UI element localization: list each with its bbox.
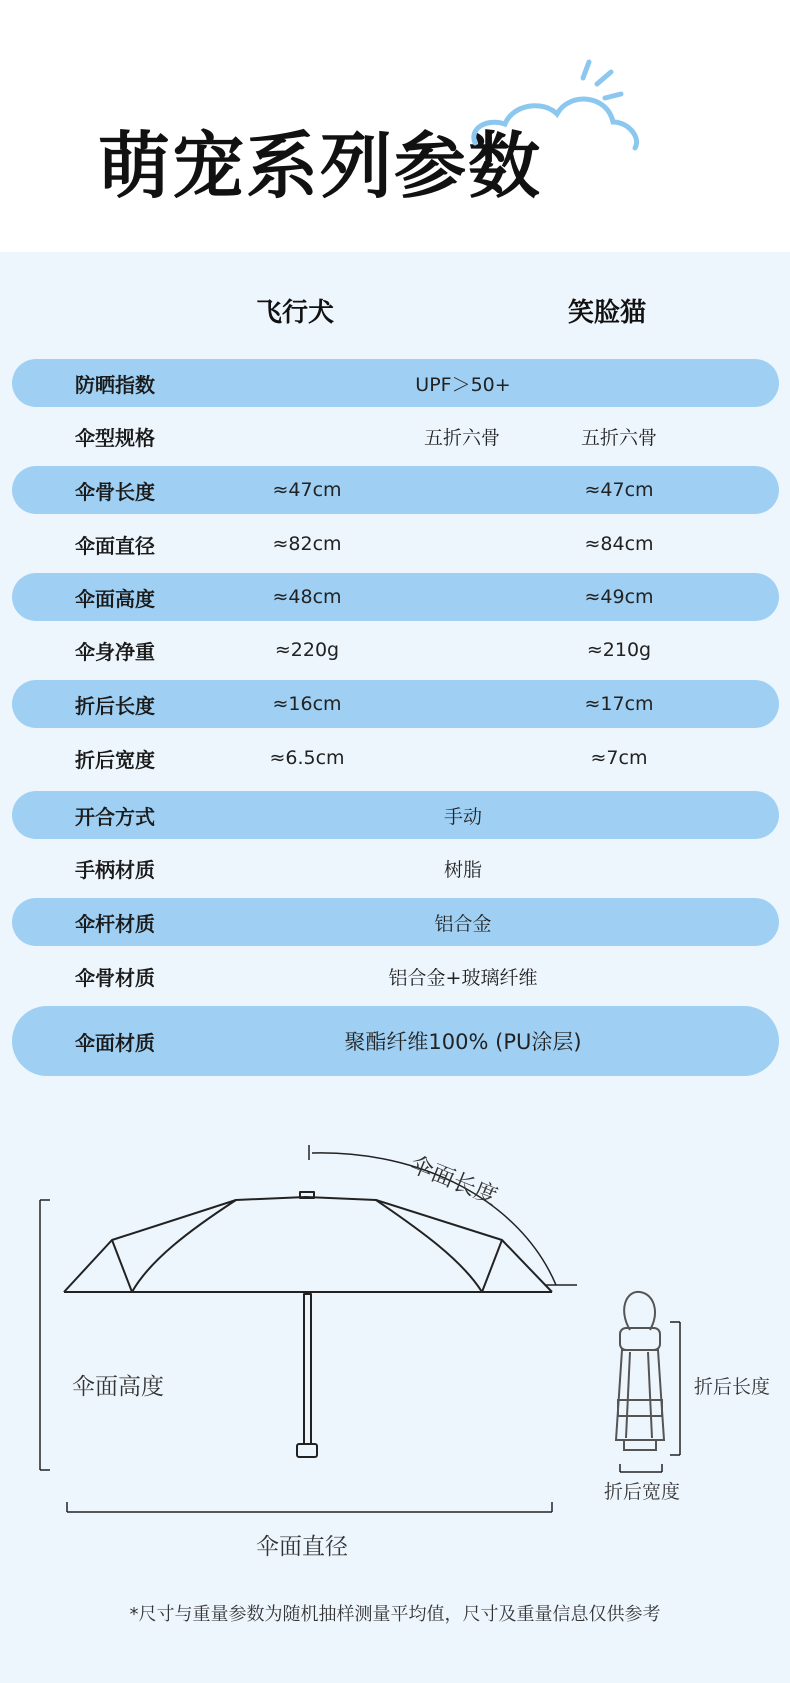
spec-row [12, 412, 779, 460]
spec-value-dog: ≈48cm [272, 586, 342, 608]
header [0, 0, 790, 252]
spec-label: 开合方式 [75, 804, 155, 829]
spec-row [12, 573, 779, 621]
spec-label: 伞面材质 [75, 1030, 155, 1055]
spec-value-dog: ≈16cm [272, 693, 342, 715]
umbrella-icon [64, 1192, 552, 1457]
spec-row [12, 898, 779, 946]
canopy-diameter-label: 伞面直径 [256, 1534, 348, 1560]
spec-label: 伞面直径 [75, 533, 155, 558]
spec-row [12, 626, 779, 674]
spec-row [12, 952, 779, 1000]
spec-label: 折后宽度 [75, 747, 155, 772]
spec-value: UPF＞50+ [415, 373, 511, 396]
umbrella-diagram [0, 1100, 790, 1580]
folded-umbrella-icon [616, 1292, 664, 1450]
spec-row [12, 466, 779, 514]
spec-row [12, 734, 779, 782]
spec-row [12, 680, 779, 728]
canopy-length-label: 伞面长度 [406, 1151, 502, 1211]
spec-value-cat: ≈84cm [584, 533, 654, 555]
spec-value-dog: ≈82cm [272, 533, 342, 555]
spec-value: 树脂 [443, 858, 482, 881]
spec-value-cat: 五折六骨 [580, 426, 657, 449]
spec-row [12, 791, 779, 839]
spec-value: 铝合金+玻璃纤维 [388, 966, 538, 989]
spec-value-dog: ≈47cm [272, 479, 342, 501]
spec-value: 手动 [443, 805, 482, 828]
spec-row [12, 520, 779, 568]
spec-label: 手柄材质 [75, 857, 155, 882]
spec-label: 伞型规格 [75, 425, 155, 450]
spec-label: 折后长度 [75, 693, 155, 718]
column-header-dog: 飞行犬 [255, 298, 334, 328]
spec-label: 伞骨材质 [75, 965, 155, 990]
spec-value-cat: ≈47cm [584, 479, 654, 501]
spec-value-dog: 五折六骨 [423, 426, 500, 449]
spec-value-dog: ≈220g [274, 639, 340, 661]
spec-value-cat: ≈210g [586, 639, 652, 661]
canopy-height-label: 伞面高度 [72, 1374, 164, 1400]
footnote: *尺寸与重量参数为随机抽样测量平均值，尺寸及重量信息仅供参考 [129, 1604, 661, 1625]
spec-label: 伞杆材质 [75, 911, 155, 936]
spec-value: 聚酯纤维100% (PU涂层) [344, 1030, 582, 1054]
spec-value: 铝合金 [434, 912, 492, 935]
spec-row [12, 359, 779, 407]
folded-width-label: 折后宽度 [604, 1481, 681, 1503]
column-header-cat: 笑脸猫 [567, 298, 646, 328]
cloud-icon [465, 48, 645, 158]
spec-label: 防晒指数 [75, 372, 155, 397]
spec-value-cat: ≈7cm [590, 747, 648, 769]
spec-label: 伞身净重 [75, 639, 155, 664]
spec-row [12, 1006, 779, 1076]
spec-value-cat: ≈17cm [584, 693, 654, 715]
spec-label: 伞骨长度 [75, 479, 155, 504]
spec-row [12, 844, 779, 892]
spec-label: 伞面高度 [75, 586, 155, 611]
spec-value-cat: ≈49cm [584, 586, 654, 608]
folded-length-label: 折后长度 [694, 1376, 771, 1398]
spec-value-dog: ≈6.5cm [269, 747, 345, 769]
page-title: 萌宠系列参数 [97, 124, 542, 208]
